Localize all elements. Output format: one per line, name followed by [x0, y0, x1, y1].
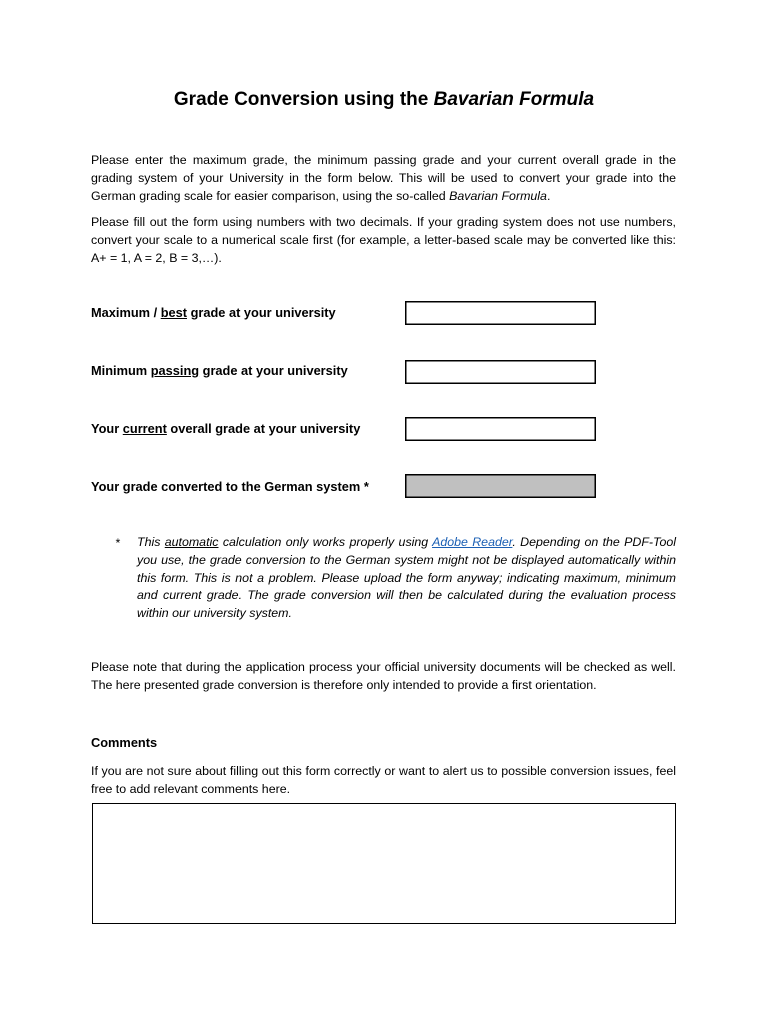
min-grade-label-post: grade at your university [199, 363, 348, 378]
note-paragraph: Please note that during the application process your official university documents will be checked as well. The here presented grade conversion is therefore only intended to provide a first orientation. [91, 660, 676, 692]
intro-p1-text: Please enter the maximum grade, the minimum passing grade and your current overall grade in the grading system of your University in the form below. This will be used to convert your grade into the German grading scale for easier comparison, using the so-called [91, 153, 676, 203]
converted-grade-output [405, 474, 596, 498]
max-grade-label [91, 304, 336, 322]
max-grade-field[interactable] [405, 301, 596, 325]
min-grade-label-underlined: passing [150, 363, 200, 378]
page-title [0, 87, 768, 113]
intro-paragraph-2: Please fill out the form using numbers with two decimals. If your grading system does not use numbers, convert your scale to a numerical scale first (for example, a letter-based scale may be converted like this: A+ = 1, A = 2, B = 3,…). [91, 215, 676, 265]
footnote-seg3: calculation only works properly using [218, 535, 433, 549]
current-grade-label-pre: Your [91, 421, 123, 436]
comments-textarea[interactable] [92, 803, 676, 924]
title-plain: Grade Conversion using the [173, 89, 434, 110]
current-grade-field[interactable] [405, 417, 596, 441]
min-grade-field[interactable] [405, 360, 596, 384]
footnote-marker: * [115, 536, 120, 550]
comments-instruction: If you are not sure about filling out this form correctly or want to alert us to possible conversion issues, feel free to add relevant comments here. [91, 764, 676, 796]
footnote-seg1: This [137, 535, 165, 549]
footnote-seg4: . Depending on the PDF-Tool you use, the grade conversion to the German system might not be displayed automatically within this form. This is not a problem. Please upload the form anyway; indicating maximum, minimum and current grade. The grade conversion will then be calculated during the evaluation process within our university system. [137, 535, 677, 621]
min-grade-label-pre: Minimum [91, 363, 151, 378]
min-grade-label [91, 362, 348, 380]
comments-heading: Comments [91, 735, 158, 750]
title-italic: Bavarian Formula [433, 89, 595, 110]
footnote-text [137, 534, 676, 623]
max-grade-label-pre: Maximum / [91, 305, 161, 320]
current-grade-label-underlined: current [122, 421, 167, 436]
max-grade-label-underlined: best [160, 305, 188, 320]
intro-paragraph-1 [91, 151, 676, 205]
adobe-reader-link[interactable]: Adobe Reader [432, 535, 513, 549]
intro-p1-end: . [546, 189, 551, 203]
intro-p1-italic: Bavarian Formula [449, 189, 547, 203]
converted-grade-label: Your grade converted to the German system * [91, 479, 369, 494]
max-grade-label-post: grade at your university [187, 305, 336, 320]
footnote-automatic: automatic [164, 535, 219, 549]
current-grade-label [91, 420, 360, 438]
current-grade-label-post: overall grade at your university [166, 421, 361, 436]
